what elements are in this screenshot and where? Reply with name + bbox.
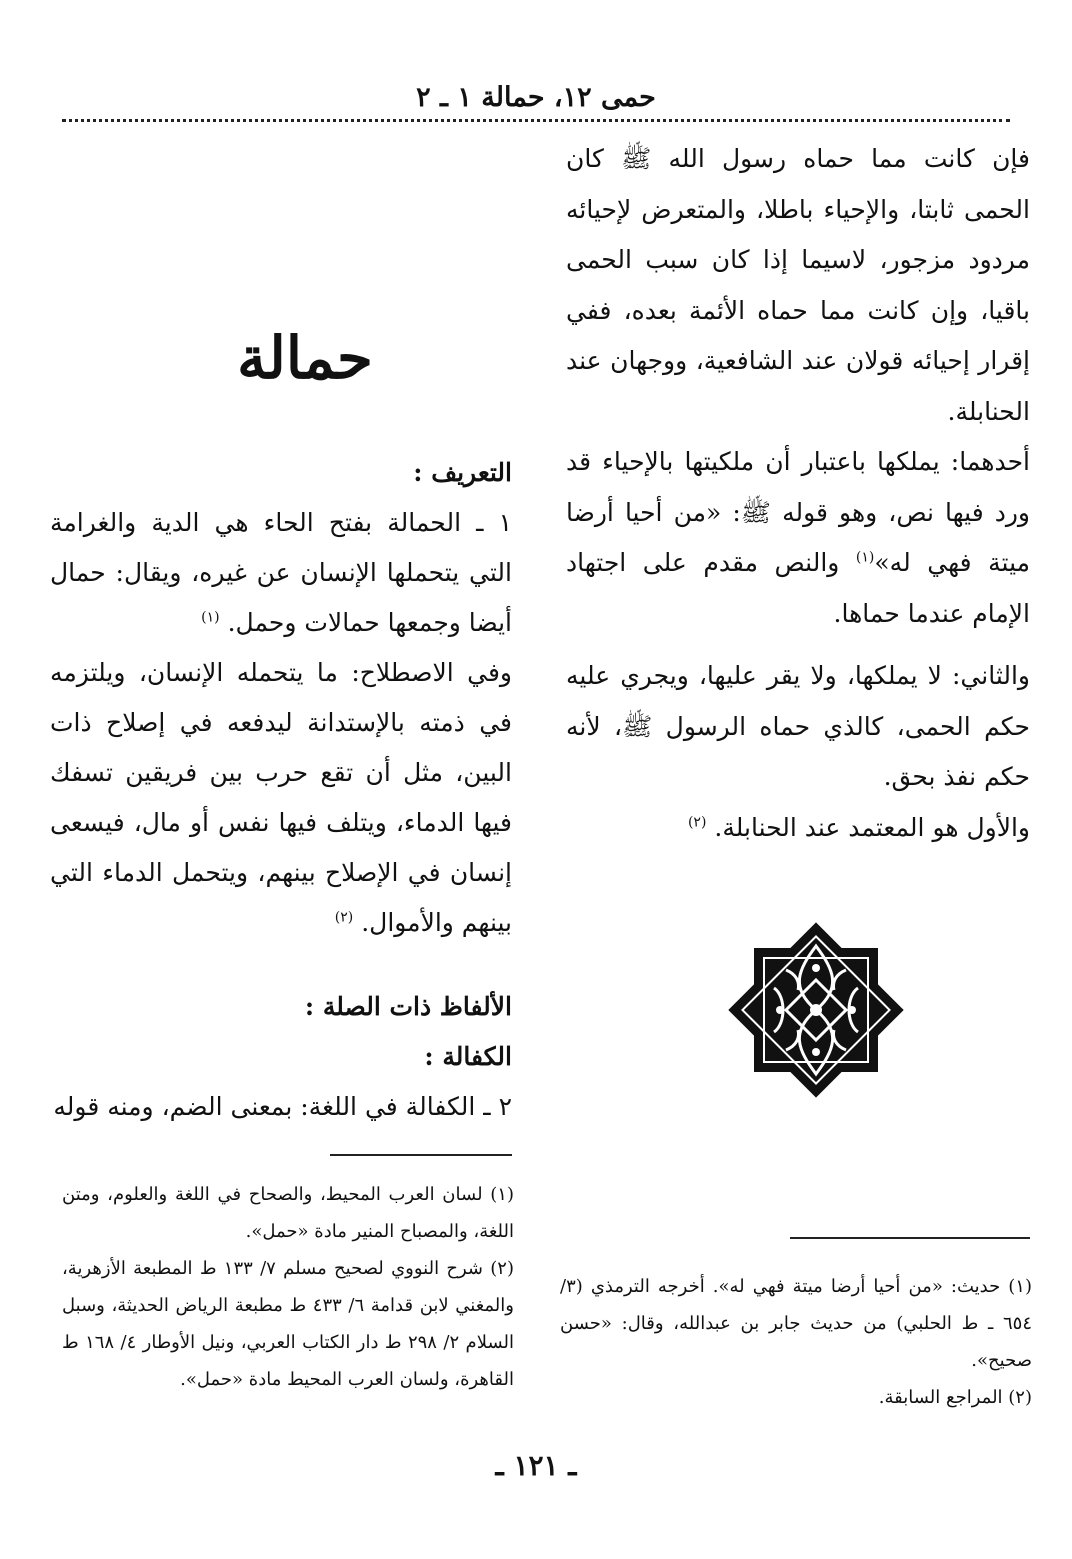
- footnotes-right: [560, 1268, 1032, 1416]
- arabesque-star-ornament-icon: [716, 910, 916, 1110]
- left-paragraph-1: [50, 498, 512, 648]
- footnote-rule-right: [790, 1237, 1030, 1239]
- right-column: [566, 134, 1030, 853]
- left-paragraph-2: [50, 648, 512, 948]
- ornament-svg: [716, 910, 916, 1110]
- footnote-rule-left: [330, 1154, 512, 1156]
- right-paragraph-4: [566, 803, 1030, 854]
- right-paragraph-2: [566, 437, 1030, 639]
- footnote-right-1: (١) حديث: «من أحيا أرضا ميتة فهي له». أخرجه الترمذي (٣/ ٦٥٤ ـ ط الحلبي) من حديث جابر بن عبدالله، وقال: «حسن صحيح».: [560, 1276, 1032, 1371]
- left-paragraph-1-text: ١ ـ الحمالة بفتح الحاء هي الدية والغرامة التي يتحملها الإنسان عن غيره، ويقال: حمال أيضا وجمعها حمالات وحمل.: [50, 508, 512, 637]
- footnote-ref-1: (١): [201, 609, 220, 626]
- kafala-heading: الكفالة :: [424, 1042, 512, 1071]
- footnote-left-1: (١) لسان العرب المحيط، والصحاح في اللغة والعلوم، ومتن اللغة، والمصباح المنير مادة «حمل».: [62, 1184, 514, 1242]
- entry-title: حمالة: [237, 324, 373, 392]
- page-number: ـ ١٢١ ـ: [495, 1449, 577, 1482]
- footnote-ref-1: (١): [855, 549, 875, 566]
- right-paragraph-2-text: أحدهما: يملكها باعتبار أن ملكيتها بالإحياء قد ورد فيها نص، وهو قوله ﷺ: «من أحيا أرضا ميتة فهي له»: [566, 447, 1031, 577]
- right-paragraph-2-tail: والنص مقدم على اجتهاد الإمام عندما حماها.: [566, 548, 1030, 628]
- footnote-left-2: (٢) شرح النووي لصحيح مسلم ٧/ ١٣٣ ط المطبعة الأزهرية، والمغني لابن قدامة ٦/ ٤٣٣ ط مطبعة الرياض الحديثة، وسبل السلام ٢/ ٢٩٨ ط دار الكتاب العربي، ونيل الأوطار ٤/ ١٦٨ ط القاهرة، ولسان العرب المحيط مادة «حمل».: [62, 1258, 514, 1390]
- left-column: [50, 448, 512, 1132]
- footnote-ref-2: (٢): [334, 909, 354, 926]
- left-paragraph-3: ٢ ـ الكفالة في اللغة: بمعنى الضم، ومنه قوله: [53, 1092, 512, 1121]
- related-terms-heading: الألفاظ ذات الصلة :: [304, 992, 512, 1021]
- right-paragraph-1: فإن كانت مما حماه رسول الله ﷺ كان الحمى ثابتا، والإحياء باطلا، والمتعرض لإحيائه مردود مزجور، لاسيما إذا كان سبب الحمى باقيا، وإن كانت مما حماه الأئمة بعده، ففي إقرار إحيائه قولان عند الشافعية، ووجهان عند الحنابلة.: [566, 144, 1030, 426]
- footnote-ref-2: (٢): [687, 814, 707, 831]
- left-paragraph-2-text: وفي الاصطلاح: ما يتحمله الإنسان، ويلتزمه في ذمته بالإستدانة ليدفعه في إصلاح ذات البين، مثل أن تقع حرب بين فريقين تسفك فيها الدماء، ويتلف فيها نفس أو مال، فيسعى إنسان في الإصلاح بينهم، ويتحمل الدماء التي بينهم والأموال.: [50, 658, 512, 937]
- definition-heading: التعريف :: [413, 458, 512, 487]
- right-paragraph-3: والثاني: لا يملكها، ولا يقر عليها، ويجري عليه حكم الحمى، كالذي حماه الرسول ﷺ، لأنه حكم نفذ بحق.: [566, 661, 1030, 791]
- header-dotted-rule: [62, 119, 1010, 122]
- running-head: حمى ١٢، حمالة ١ ـ ٢: [416, 82, 656, 113]
- right-paragraph-4-text: والأول هو المعتمد عند الحنابلة.: [714, 812, 1030, 842]
- footnote-right-2: (٢) المراجع السابقة.: [878, 1387, 1032, 1408]
- footnotes-left: [62, 1176, 514, 1398]
